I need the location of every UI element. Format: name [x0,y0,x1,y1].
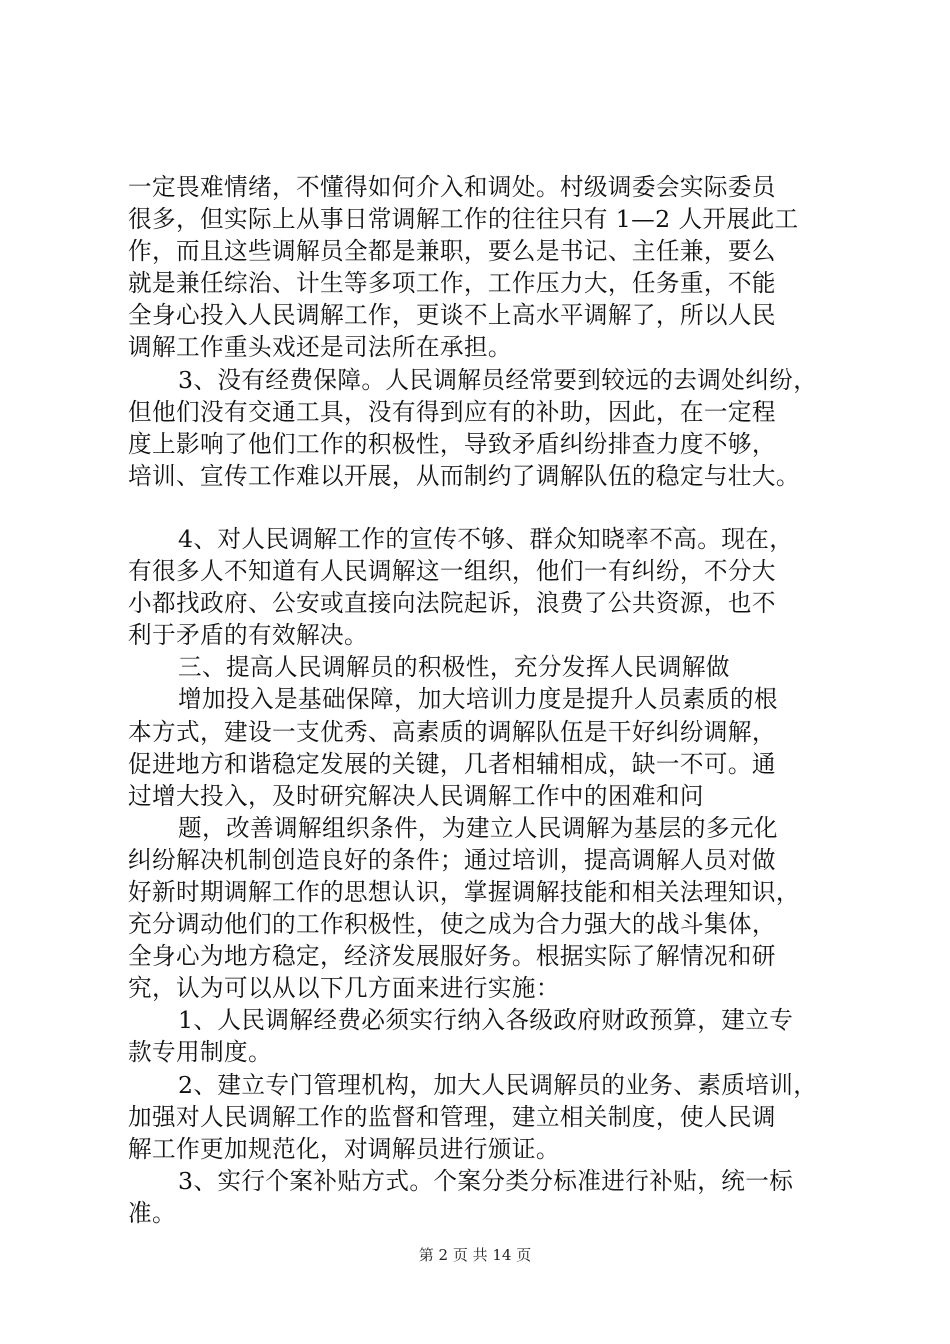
page-footer: 第 2 页 共 14 页 [418,1246,532,1264]
text-line: 好新时期调解工作的思想认识，掌握调解技能和相关法理知识， [128,877,800,906]
paragraph-gap [128,492,844,523]
text-line: 究，认为可以从以下几方面来进行实施： [128,974,560,1003]
text-line: 有很多人不知道有人民调解这一组织，他们一有纠纷，不分大 [128,557,776,586]
text-line: 充分调动他们的工作积极性，使之成为合力强大的战斗集体， [128,910,776,939]
text-line: 加强对人民调解工作的监督和管理，建立相关制度，使人民调 [128,1102,776,1131]
text-line: 一定畏难情绪，不懂得如何介入和调处。村级调委会实际委员 [128,173,776,201]
text-line: 1、人民调解经费必须实行纳入各级政府财政预算，建立专 [178,1006,794,1035]
text-line: 纠纷解决机制创造良好的条件；通过培训，提高调解人员对做 [128,845,776,874]
text-line: 全身心为地方稳定，经济发展服好务。根据实际了解情况和研 [128,942,776,971]
text-line: 3、实行个案补贴方式。个案分类分标准进行补贴，统一标 [178,1166,794,1195]
text-line: 调解工作重头戏还是司法所在承担。 [128,333,512,362]
text-line: 但他们没有交通工具，没有得到应有的补助，因此，在一定程 [128,397,776,426]
text-line: 很多，但实际上从事日常调解工作的往往只有 1—2 人开展此工 [128,205,799,234]
text-line: 3、没有经费保障。人民调解员经常要到较远的去调处纠纷， [178,365,818,394]
text-line: 准。 [128,1198,176,1227]
text-line: 过增大投入，及时研究解决人民调解工作中的困难和问 [128,781,704,810]
text-line: 三、提高人民调解员的积极性，充分发挥人民调解做 [178,653,730,682]
text-line: 小都找政府、公安或直接向法院起诉，浪费了公共资源，也不 [128,589,776,618]
text-line: 本方式，建设一支优秀、高素质的调解队伍是干好纠纷调解， [128,717,776,746]
text-line: 培训、宣传工作难以开展，从而制约了调解队伍的稳定与壮大。 [128,461,800,490]
text-line: 4、对人民调解工作的宣传不够、群众知晓率不高。现在， [178,524,794,553]
document-body [128,171,844,1229]
text-line: 促进地方和谐稳定发展的关键，几者相辅相成，缺一不可。通 [128,749,776,778]
text-line: 全身心投入人民调解工作，更谈不上高水平调解了，所以人民 [128,301,776,330]
text-line: 就是兼任综治、计生等多项工作，工作压力大，任务重，不能 [128,269,776,298]
text-line: 2、建立专门管理机构，加大人民调解员的业务、素质培训， [178,1070,818,1099]
text-line: 解工作更加规范化，对调解员进行颁证。 [128,1134,560,1163]
text-line: 度上影响了他们工作的积极性，导致矛盾纠纷排查力度不够， [128,429,776,458]
text-line: 利于矛盾的有效解决。 [128,621,368,650]
text-line: 题，改善调解组织条件，为建立人民调解为基层的多元化 [178,813,778,842]
text-line: 增加投入是基础保障，加大培训力度是提升人员素质的根 [178,685,778,714]
text-line: 款专用制度。 [128,1038,272,1067]
text-line: 作，而且这些调解员全都是兼职，要么是书记、主任兼，要么 [128,237,776,266]
